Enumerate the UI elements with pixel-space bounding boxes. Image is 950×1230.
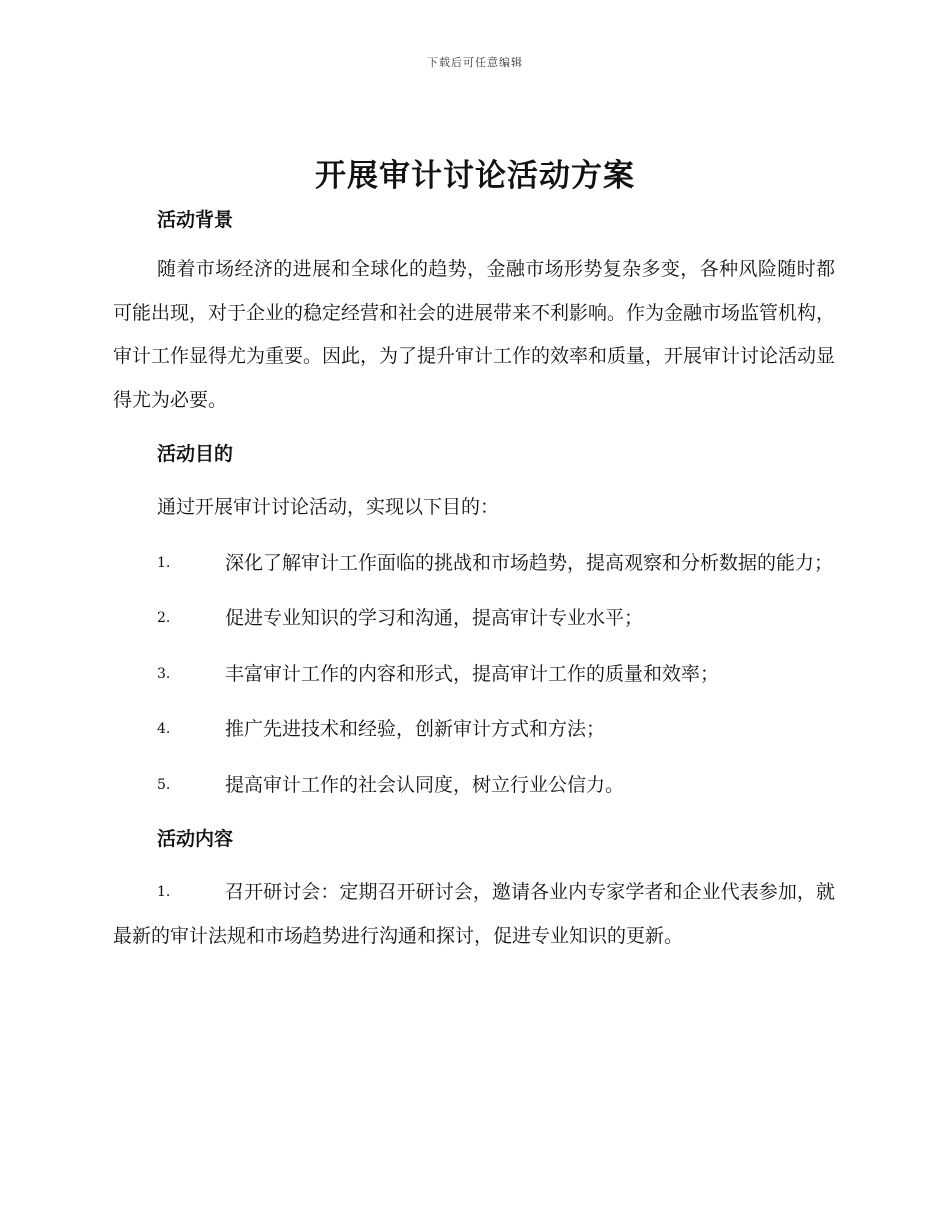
section-heading-content: 活动内容: [157, 828, 234, 850]
list-number: 5.: [157, 776, 171, 793]
section-heading-background: 活动背景: [157, 209, 234, 231]
list-text: 提高审计工作的社会认同度，树立行业公信力。: [225, 773, 625, 796]
list-text: 推广先进技术和经验，创新审计方式和方法；: [225, 718, 606, 740]
background-paragraph: 随着市场经济的进展和全球化的趋势，金融市场形势复杂多变，各种风险随时都可能出现，对于企业的稳定经营和社会的进展带来不利影响。作为金融市场监管机构，审计工作显得尤为重要。因此，为了提升审计工作的效率和质量，开展审计讨论活动显得尤为必要。: [113, 258, 836, 411]
purpose-list-item: [113, 542, 835, 586]
purpose-list-item: [113, 708, 835, 752]
list-text: 召开研讨会：定期召开研讨会，邀请各业内专家学者和企业代表参加，就最新的审计法规和市场趋势进行沟通和探讨，促进专业知识的更新。: [113, 881, 835, 947]
list-number: 1.: [157, 884, 171, 900]
list-text: 促进专业知识的学习和沟通，提高审计专业水平；: [225, 607, 644, 629]
purpose-list-item: [113, 764, 835, 808]
list-number: 4.: [157, 721, 171, 737]
list-number: 3.: [157, 665, 171, 682]
section-heading-purpose: 活动目的: [157, 443, 234, 465]
document-body: [113, 200, 835, 958]
list-number: 2.: [157, 610, 171, 626]
purpose-list-item: [113, 653, 835, 697]
page-header-note: 下载后可任意编辑: [427, 56, 523, 69]
content-list-item: [113, 871, 835, 958]
list-text: 深化了解审计工作面临的挑战和市场趋势，提高观察和分析数据的能力；: [225, 551, 834, 574]
purpose-intro: 通过开展审计讨论活动，实现以下目的：: [157, 496, 500, 518]
purpose-list-item: [113, 597, 835, 641]
document-title: 开展审计讨论活动方案: [315, 158, 635, 194]
list-number: 1.: [157, 554, 171, 571]
list-text: 丰富审计工作的内容和形式，提高审计工作的质量和效率；: [225, 662, 720, 685]
